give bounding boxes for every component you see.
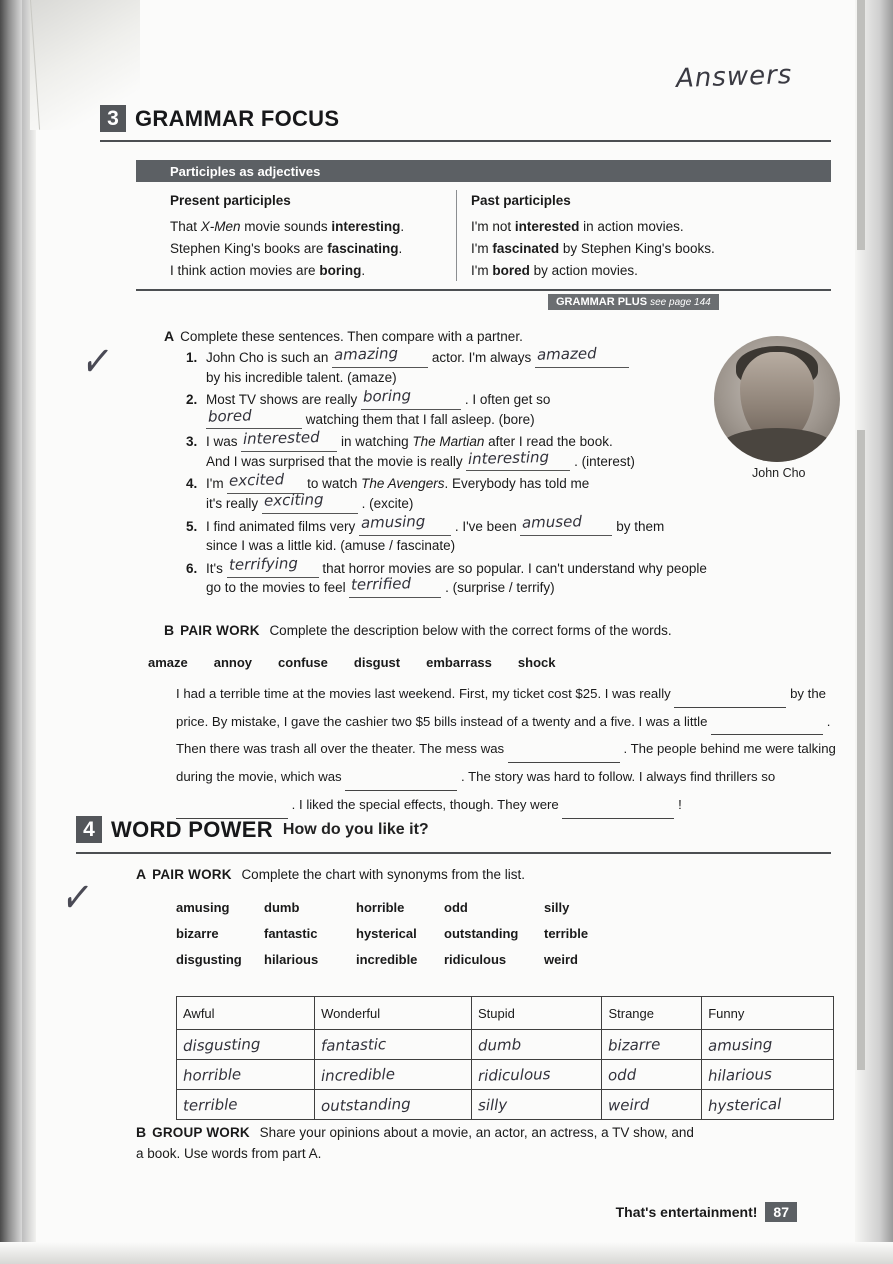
handwritten-answers-title: Answers [675, 59, 793, 95]
para-seg-2: by the price. By mistake, I gave the cashier two $5 bills instead of a twenty and a five. I was a little [176, 686, 827, 729]
wordlist-item: incredible [356, 952, 418, 967]
wordlist-item: bizarre [176, 926, 219, 941]
exercise-4a-instruction [136, 864, 756, 885]
item-pre: I'm [206, 476, 224, 492]
table-row [177, 1030, 834, 1060]
wordlist-item: dumb [264, 900, 300, 915]
handwritten-answer: excited [229, 470, 285, 490]
wordlist-item: ridiculous [444, 952, 507, 967]
wordlist-item: amusing [176, 900, 230, 915]
exercise-3b-letter: B [164, 622, 175, 638]
exercise-3b-text: Complete the description below with the correct forms of the words. [269, 623, 672, 638]
table-cell[interactable] [177, 1030, 315, 1060]
handwritten-answer: interesting [468, 447, 550, 468]
exercise-4a-wordlist [176, 900, 736, 967]
section-4-subtitle: How do you like it? [282, 820, 429, 838]
exercise-3b-paragraph [176, 680, 838, 819]
wordlist-item: terrible [544, 926, 589, 941]
para-seg-6: . I liked the special effects, though. They were [291, 796, 559, 812]
photo-caption: John Cho [752, 466, 806, 480]
exercise-3a-letter: A [164, 328, 175, 344]
handwritten-answer: terrifying [228, 554, 298, 575]
answer-blank[interactable] [262, 489, 358, 514]
column-header-awful: Awful [177, 997, 315, 1030]
wordbank-item: disgust [353, 655, 401, 670]
item-mid-2: And I was surprised that the movie is really [206, 453, 463, 469]
item-number: 4. [186, 476, 198, 492]
item-number: 6. [186, 560, 198, 576]
present-line-3: I think action movies are boring. [170, 262, 366, 278]
answer-blank[interactable] [332, 343, 428, 368]
grammar-plus-page: see page 144 [650, 297, 711, 308]
synonyms-chart [176, 996, 834, 1120]
grammar-plus-badge[interactable] [548, 294, 719, 310]
answer-blank[interactable] [535, 344, 629, 368]
handwritten-check-1: ✓ [78, 331, 117, 391]
table-cell[interactable] [702, 1030, 834, 1060]
handwritten-answer: boring [362, 386, 412, 406]
answer-blank[interactable] [227, 554, 319, 578]
section-4-number: 4 [76, 816, 102, 843]
item-number: 1. [186, 350, 198, 365]
grammar-plus-label: GRAMMAR PLUS [556, 296, 648, 308]
list-item [186, 386, 756, 429]
handwritten-answer: hilarious [708, 1064, 773, 1085]
exercise-3a-instruction [164, 326, 724, 347]
exercise-4a-text: Complete the chart with synonyms from the list. [241, 867, 526, 882]
table-cell[interactable] [702, 1060, 834, 1090]
item-post: . (surprise / terrify) [445, 580, 555, 596]
table-cell[interactable] [471, 1030, 602, 1060]
exercise-3a-items [186, 343, 756, 601]
wordbank-item: embarrass [426, 655, 492, 670]
paragraph-blank[interactable] [674, 694, 786, 708]
table-cell[interactable] [315, 1060, 472, 1090]
table-cell[interactable] [177, 1060, 315, 1090]
exercise-3a-text: Complete these sentences. Then compare with a partner. [180, 329, 523, 344]
exercise-4b-letter: B [136, 1124, 147, 1140]
wordlist-item: disgusting [176, 952, 242, 967]
item-number: 2. [186, 392, 198, 408]
page-footer [616, 1202, 797, 1222]
table-cell[interactable] [702, 1090, 834, 1120]
handwritten-answer: ridiculous [477, 1064, 551, 1085]
para-seg-4: . The people behind me were talking during the movie, which was [176, 741, 836, 785]
item-pre: It's [206, 560, 223, 576]
present-line-1: That X-Men movie sounds interesting. [170, 218, 405, 234]
exercise-4b-tag: GROUP WORK [152, 1125, 250, 1140]
past-participles-column [456, 190, 831, 281]
item-pre: I was [206, 434, 238, 450]
item-post: since I was a little kid. (amuse / fascinate) [206, 538, 456, 554]
page-number: 87 [765, 1202, 797, 1222]
wordlist-item: hilarious [264, 952, 319, 967]
item-mid: actor. I'm always [431, 350, 532, 365]
item-mid-1: in watching The Martian after I read the book. [341, 434, 613, 450]
list-item [186, 428, 756, 471]
section-3-rule [100, 140, 831, 142]
page-notch-top [857, 0, 865, 250]
handwritten-answer: amused [522, 512, 583, 533]
table-row [177, 1090, 834, 1120]
exercise-3b-wordbank [148, 655, 555, 670]
past-line-2: I'm fascinated by Stephen King's books. [471, 240, 715, 256]
handwritten-answer: amazed [536, 344, 597, 364]
para-seg-5: . The story was hard to follow. I always find thrillers so [461, 769, 776, 785]
table-cell[interactable] [602, 1090, 702, 1120]
item-mid: . I've been [454, 518, 517, 534]
handwritten-answer: hysterical [708, 1094, 782, 1115]
answer-blank[interactable] [466, 447, 570, 471]
table-cell[interactable] [471, 1060, 602, 1090]
para-seg-1: I had a terrible time at the movies last weekend. First, my ticket cost $25. I was really [176, 686, 671, 701]
column-header-strange: Strange [602, 997, 702, 1030]
wordbank-item: amaze [148, 655, 188, 670]
list-item [186, 343, 756, 387]
wordlist-item: odd [444, 900, 468, 915]
exercise-4a-letter: A [136, 866, 147, 882]
item-mid-2: go to the movies to feel [206, 580, 346, 596]
handwritten-answer: disgusting [182, 1034, 261, 1055]
page-left-edge [22, 0, 36, 1264]
past-line-3: I'm bored by action movies. [471, 262, 638, 278]
wordbank-item: confuse [278, 655, 328, 670]
handwritten-answer: dumb [477, 1034, 522, 1055]
handwritten-answer: odd [608, 1065, 637, 1084]
item-pre: Most TV shows are really [206, 392, 358, 408]
item-by: by them [616, 518, 665, 534]
past-participles-heading: Past participles [471, 193, 571, 208]
wordlist-item: horrible [356, 900, 405, 915]
handwritten-answer: terrified [351, 574, 412, 594]
column-header-wonderful: Wonderful [315, 997, 472, 1030]
item-post: . (interest) [574, 453, 635, 469]
section-4-rule [76, 852, 831, 854]
present-participles-column [136, 190, 456, 281]
item-mid-2: it's really [206, 495, 259, 511]
item-post: watching them that I fall asleep. (bore) [305, 411, 535, 427]
handwritten-answer: silly [477, 1095, 508, 1114]
handwritten-answer: amusing [708, 1034, 773, 1055]
handwritten-answer: amazing [333, 343, 399, 364]
handwritten-answer: outstanding [320, 1094, 412, 1115]
table-row [177, 1060, 834, 1090]
section-3-header [100, 105, 339, 132]
john-cho-photo [714, 336, 840, 462]
table-cell[interactable] [177, 1090, 315, 1120]
handwritten-answer: bizarre [608, 1034, 662, 1055]
answer-blank[interactable] [349, 574, 441, 598]
wordlist-item: fantastic [264, 926, 318, 941]
table-cell[interactable] [602, 1060, 702, 1090]
exercise-3b-instruction [164, 620, 804, 641]
answer-blank[interactable] [359, 512, 451, 536]
wordlist-item: outstanding [444, 926, 519, 941]
table-cell[interactable] [315, 1090, 472, 1120]
page-notch-mid [857, 430, 865, 1070]
wordbank-item: shock [517, 655, 556, 670]
exercise-3b-tag: PAIR WORK [180, 623, 260, 638]
handwritten-answer: weird [608, 1094, 651, 1115]
page-content [36, 0, 855, 1264]
table-cell[interactable] [602, 1030, 702, 1060]
item-pre: John Cho is such an [206, 350, 329, 365]
paragraph-blank[interactable] [562, 805, 674, 819]
handwritten-answer: incredible [320, 1064, 396, 1085]
wordlist-item: silly [544, 900, 570, 915]
item-post: by his incredible talent. (amaze) [206, 369, 397, 385]
handwritten-answer: terrible [182, 1094, 238, 1115]
wordlist-item: hysterical [356, 926, 417, 941]
paragraph-blank[interactable] [711, 721, 823, 735]
table-header-row [177, 997, 834, 1030]
answer-blank[interactable] [241, 428, 337, 452]
wordbank-item: annoy [213, 655, 253, 670]
section-4-title: WORD POWER [111, 816, 273, 842]
item-pre: I find animated films very [206, 518, 356, 534]
present-participles-heading: Present participles [170, 193, 291, 208]
past-line-1: I'm not interested in action movies. [471, 218, 684, 234]
item-number: 3. [186, 434, 198, 450]
handwritten-answer: bored [207, 405, 252, 426]
paragraph-blank[interactable] [508, 749, 620, 763]
item-number: 5. [186, 518, 198, 534]
section-3-title: GRAMMAR FOCUS [135, 105, 340, 131]
grammar-focus-box [136, 182, 831, 291]
unit-title: That's entertainment! [615, 1204, 758, 1220]
photo-shoulders [718, 428, 836, 462]
answer-blank[interactable] [520, 512, 612, 536]
column-header-stupid: Stupid [471, 997, 602, 1030]
column-header-funny: Funny [702, 997, 834, 1030]
item-mid-1: to watch The Avengers. Everybody has told me [307, 476, 590, 492]
item-mid-1: that horror movies are so popular. I can't understand why people [322, 560, 707, 576]
exercise-4a-tag: PAIR WORK [152, 867, 232, 882]
item-post: . (excite) [361, 495, 414, 511]
para-seg-7: ! [678, 796, 682, 812]
handwritten-answer: fantastic [320, 1034, 387, 1055]
handwritten-answer: interested [243, 428, 321, 449]
answer-blank[interactable] [361, 386, 461, 410]
table-cell[interactable] [315, 1030, 472, 1060]
list-item [186, 554, 756, 598]
section-3-number: 3 [100, 105, 126, 132]
list-item [186, 512, 756, 556]
present-line-2: Stephen King's books are fascinating. [170, 240, 403, 256]
list-item [186, 470, 756, 513]
grammar-box-title: Participles as adjectives [136, 160, 831, 182]
section-4-header [76, 816, 429, 843]
handwritten-check-2: ✓ [58, 867, 97, 927]
wordlist-item: weird [544, 952, 578, 967]
handwritten-answer: horrible [182, 1064, 242, 1085]
paragraph-blank[interactable] [345, 777, 457, 791]
exercise-4b-instruction [136, 1122, 696, 1165]
handwritten-answer: amusing [360, 512, 426, 533]
exercise-4b-text: Share your opinions about a movie, an actor, an actress, a TV show, and a book. Use words from part A. [136, 1125, 694, 1161]
handwritten-answer: exciting [263, 489, 324, 510]
table-cell[interactable] [471, 1090, 602, 1120]
item-mid: . I often get so [464, 392, 551, 408]
para-seg-3: . Then there was trash all over the theater. The mess was [176, 713, 831, 757]
